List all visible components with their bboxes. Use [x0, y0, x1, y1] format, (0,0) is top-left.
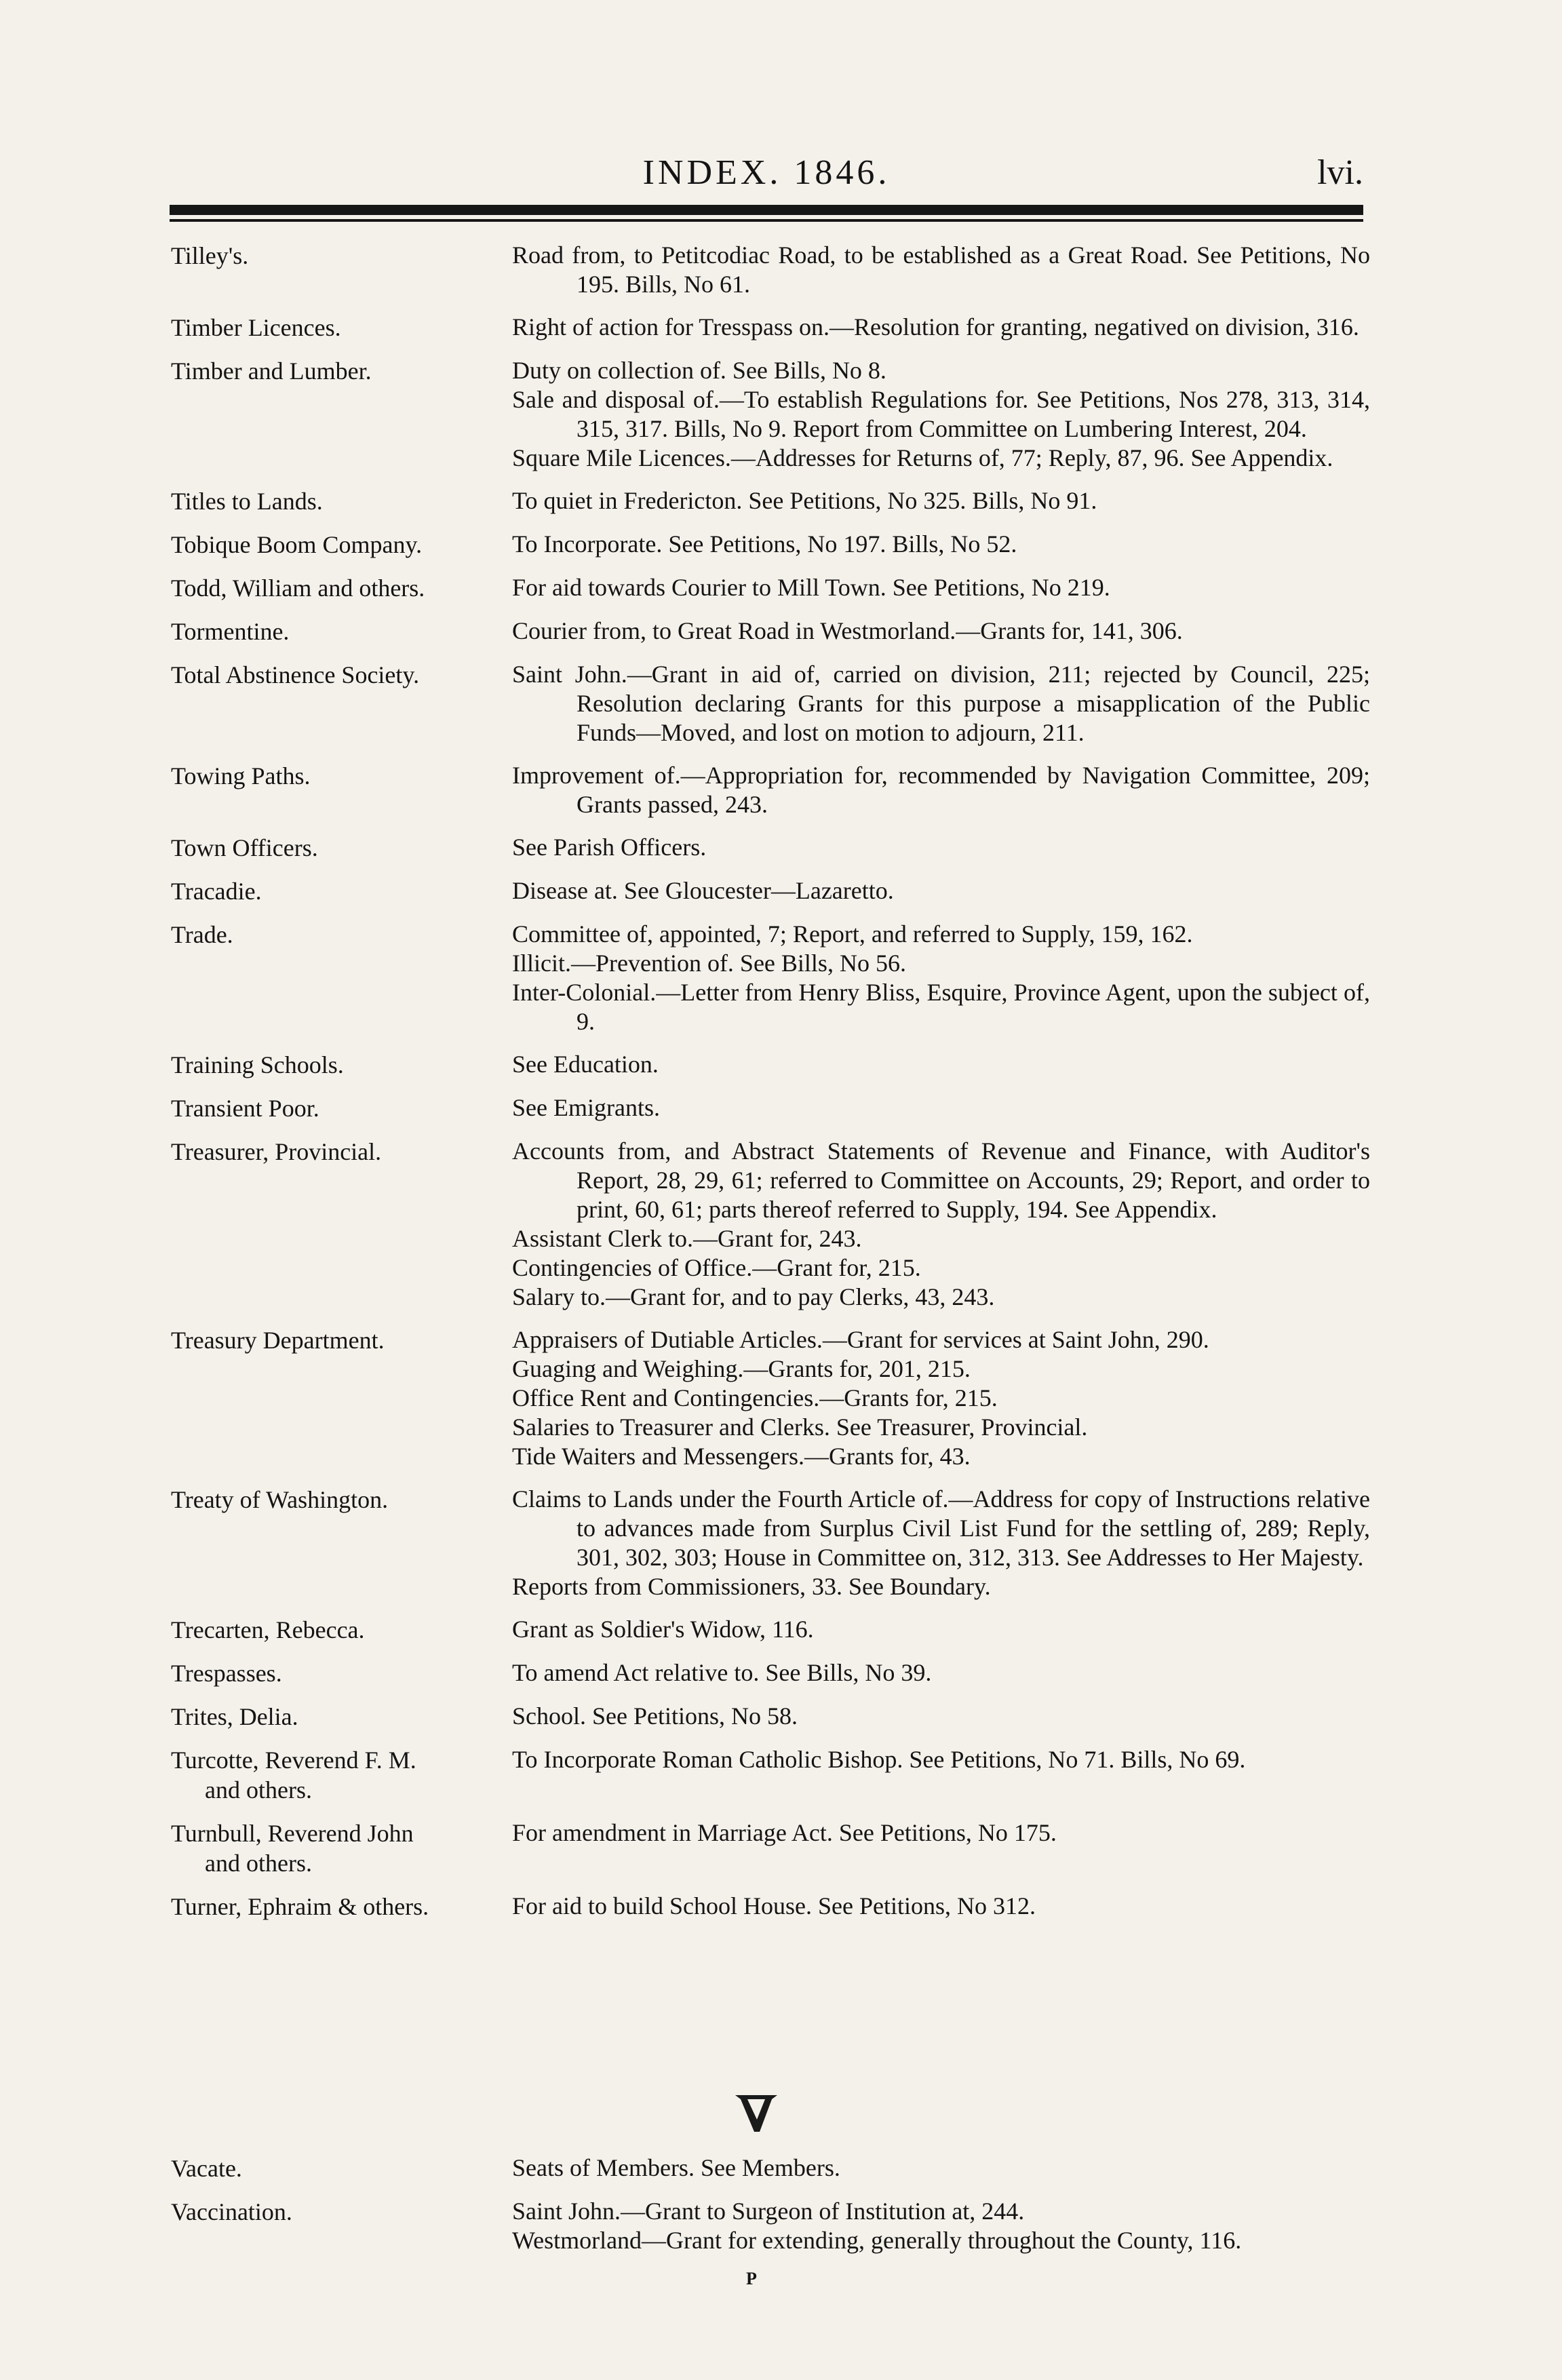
entry-body — [512, 920, 1370, 1036]
index-entry — [170, 1137, 1370, 1312]
entry-line: Illicit.—Prevention of. See Bills, No 56. — [512, 950, 906, 977]
index-entry — [170, 833, 1370, 863]
entry-term-line: Trespasses. — [171, 1660, 282, 1687]
entry-term — [170, 1325, 512, 1355]
entry-term-line: Towing Paths. — [171, 762, 311, 789]
entry-term-line: Total Abstinence Society. — [171, 661, 420, 688]
entry-line: Road from, to Petitcodiac Road, to be established as a Great Road. See Petitions, No 195. Bills, No 61. — [512, 241, 1370, 298]
page-title: INDEX. 1846. — [642, 153, 891, 192]
entry-term-line: Trecarten, Rebecca. — [171, 1616, 365, 1643]
index-entry — [170, 1818, 1370, 1878]
entry-term — [170, 833, 512, 863]
page-number: lvi. — [1317, 153, 1363, 192]
index-entry — [170, 356, 1370, 473]
index-entries — [170, 241, 1370, 1935]
index-entry — [170, 530, 1370, 560]
v-section-entries — [170, 2153, 1370, 2269]
entry-line: Reports from Commissioners, 33. See Boundary. — [512, 1573, 991, 1600]
entry-line: Westmorland—Grant for extending, generally throughout the County, 116. — [512, 2227, 1242, 2254]
entry-line: Sale and disposal of.—To establish Regulations for. See Petitions, Nos 278, 313, 314, 315, 317. Bills, No 9. Report from Committee on Lumbering Interest, 204. — [512, 386, 1370, 442]
index-entry — [170, 920, 1370, 1036]
entry-body — [512, 1745, 1370, 1774]
entry-body — [512, 2153, 1370, 2183]
entry-line: Guaging and Weighing.—Grants for, 201, 215. — [512, 1355, 971, 1382]
entry-term-line: Transient Poor. — [171, 1095, 319, 1122]
entry-term-line: Tobique Boom Company. — [171, 531, 423, 558]
entry-line: For amendment in Marriage Act. See Petitions, No 175. — [512, 1819, 1057, 1846]
index-entry — [170, 1093, 1370, 1123]
index-entry — [170, 1325, 1370, 1471]
page-header — [170, 153, 1363, 207]
index-entry — [170, 1892, 1370, 1921]
entry-line: To amend Act relative to. See Bills, No 39. — [512, 1659, 932, 1686]
entry-body — [512, 660, 1370, 747]
entry-term-line: Training Schools. — [171, 1051, 344, 1078]
entry-line: See Emigrants. — [512, 1094, 660, 1121]
entry-line: See Education. — [512, 1051, 659, 1078]
index-entry — [170, 761, 1370, 819]
entry-term — [170, 876, 512, 906]
index-entry — [170, 1658, 1370, 1688]
index-entry — [170, 876, 1370, 906]
entry-body — [512, 1615, 1370, 1644]
entry-line: Office Rent and Contingencies.—Grants for, 215. — [512, 1384, 998, 1411]
index-entry — [170, 1615, 1370, 1645]
entry-term-line: Vaccination. — [171, 2198, 292, 2225]
entry-term-line: Turner, Ephraim & others. — [171, 1893, 429, 1920]
entry-body — [512, 486, 1370, 515]
entry-line: Duty on collection of. See Bills, No 8. — [512, 357, 886, 384]
entry-term-line: and others. — [205, 1776, 312, 1803]
entry-term — [170, 356, 512, 386]
index-entry — [170, 1050, 1370, 1080]
entry-term-line: Tracadie. — [171, 878, 262, 905]
entry-body — [512, 1485, 1370, 1601]
entry-term-line: Turcotte, Reverend F. M. — [171, 1747, 416, 1774]
entry-line: Accounts from, and Abstract Statements of Revenue and Finance, with Auditor's Report, 28, 29, 61; referred to Committee on Accounts, 29; Report, and order to print, 60, 61; parts thereof referred to Supply, 194. See Appendix. — [512, 1137, 1370, 1223]
index-entry — [170, 1702, 1370, 1732]
entry-term-line: and others. — [205, 1850, 312, 1877]
index-entry — [170, 1485, 1370, 1601]
entry-term-line: Todd, William and others. — [171, 574, 425, 602]
entry-term-line: Tormentine. — [171, 618, 290, 645]
entry-line: Salary to.—Grant for, and to pay Clerks, 43, 243. — [512, 1283, 995, 1310]
entry-body — [512, 356, 1370, 473]
entry-term — [170, 1892, 512, 1921]
entry-line: Salaries to Treasurer and Clerks. See Treasurer, Provincial. — [512, 1413, 1088, 1441]
index-entry — [170, 573, 1370, 603]
index-entry — [170, 660, 1370, 747]
entry-term — [170, 241, 512, 271]
index-entry — [170, 313, 1370, 343]
entry-line: To Incorporate Roman Catholic Bishop. See Petitions, No 71. Bills, No 69. — [512, 1746, 1246, 1773]
entry-line: School. See Petitions, No 58. — [512, 1702, 798, 1730]
entry-term — [170, 1485, 512, 1515]
entry-term — [170, 2197, 512, 2227]
entry-line: Committee of, appointed, 7; Report, and referred to Supply, 159, 162. — [512, 920, 1193, 948]
entry-body — [512, 833, 1370, 862]
entry-body — [512, 1818, 1370, 1848]
entry-term — [170, 1658, 512, 1688]
entry-body — [512, 1093, 1370, 1123]
entry-body — [512, 1050, 1370, 1079]
entry-term-line: Turnbull, Reverend John — [171, 1820, 414, 1847]
index-entry — [170, 1745, 1370, 1805]
entry-line: Contingencies of Office.—Grant for, 215. — [512, 1254, 921, 1281]
entry-body — [512, 1702, 1370, 1731]
entry-line: Disease at. See Gloucester—Lazaretto. — [512, 877, 894, 904]
entry-body — [512, 241, 1370, 299]
entry-body — [512, 1137, 1370, 1312]
entry-term-line: Treasurer, Provincial. — [171, 1138, 382, 1165]
entry-term — [170, 1818, 512, 1878]
entry-term-line: Trade. — [171, 921, 233, 948]
entry-line: Tide Waiters and Messengers.—Grants for, 43. — [512, 1443, 971, 1470]
entry-line: Square Mile Licences.—Addresses for Returns of, 77; Reply, 87, 96. See Appendix. — [512, 444, 1333, 471]
entry-body — [512, 530, 1370, 559]
entry-line: For aid to build School House. See Petitions, No 312. — [512, 1892, 1036, 1919]
entry-term-line: Timber and Lumber. — [171, 357, 372, 385]
entry-term — [170, 660, 512, 690]
entry-term-line: Titles to Lands. — [171, 488, 323, 515]
entry-line: Assistant Clerk to.—Grant for, 243. — [512, 1225, 862, 1252]
entry-line: Saint John.—Grant in aid of, carried on division, 211; rejected by Council, 225; Resolution declaring Grants for this purpose a misapplication of the Public Funds—Moved, and lost on motion to adjourn, 211. — [512, 661, 1370, 746]
entry-term — [170, 313, 512, 343]
entry-body — [512, 1892, 1370, 1921]
entry-term — [170, 920, 512, 950]
entry-body — [512, 876, 1370, 905]
index-entry — [170, 2197, 1370, 2255]
entry-term — [170, 761, 512, 791]
entry-term — [170, 530, 512, 560]
entry-line: To quiet in Fredericton. See Petitions, No 325. Bills, No 91. — [512, 487, 1097, 514]
entry-term — [170, 573, 512, 603]
entry-line: Grant as Soldier's Widow, 116. — [512, 1616, 814, 1643]
entry-term-line: Treaty of Washington. — [171, 1486, 389, 1513]
entry-body — [512, 1658, 1370, 1688]
entry-term — [170, 1137, 512, 1167]
entry-line: See Parish Officers. — [512, 834, 707, 861]
entry-line: Improvement of.—Appropriation for, recommended by Navigation Committee, 209; Grants passed, 243. — [512, 762, 1370, 818]
signature-mark: P — [746, 2269, 757, 2288]
entry-body — [512, 313, 1370, 342]
entry-term-line: Vacate. — [171, 2155, 242, 2182]
index-entry — [170, 241, 1370, 299]
section-letter-v-icon — [733, 2092, 780, 2134]
entry-term — [170, 1093, 512, 1123]
header-rule-thick — [170, 205, 1363, 215]
entry-term — [170, 1050, 512, 1080]
entry-term-line: Timber Licences. — [171, 314, 341, 341]
entry-body — [512, 617, 1370, 646]
entry-term — [170, 1615, 512, 1645]
header-rule-thin — [170, 219, 1363, 222]
entry-body — [512, 761, 1370, 819]
entry-line: Saint John.—Grant to Surgeon of Institution at, 244. — [512, 2198, 1025, 2225]
entry-term — [170, 2153, 512, 2183]
entry-line: Courier from, to Great Road in Westmorland.—Grants for, 141, 306. — [512, 617, 1183, 644]
entry-line: Seats of Members. See Members. — [512, 2154, 840, 2181]
entry-line: Claims to Lands under the Fourth Article of.—Address for copy of Instructions relative to advances made from Surplus Civil List Fund for the settling of, 289; Reply, 301, 302, 303; House in Committee on, 312, 313. See Addresses to Her Majesty. — [512, 1485, 1370, 1571]
entry-body — [512, 1325, 1370, 1471]
entry-line: For aid towards Courier to Mill Town. See Petitions, No 219. — [512, 574, 1110, 601]
entry-term-line: Treasury Department. — [171, 1327, 385, 1354]
entry-line: Appraisers of Dutiable Articles.—Grant for services at Saint John, 290. — [512, 1326, 1209, 1353]
entry-term — [170, 1745, 512, 1805]
entry-line: Inter-Colonial.—Letter from Henry Bliss, Esquire, Province Agent, upon the subject of, 9. — [512, 979, 1370, 1035]
entry-body — [512, 2197, 1370, 2255]
entry-term-line: Tilley's. — [171, 242, 249, 269]
index-entry — [170, 2153, 1370, 2183]
entry-term — [170, 1702, 512, 1732]
entry-term-line: Trites, Delia. — [171, 1703, 298, 1730]
entry-line: To Incorporate. See Petitions, No 197. Bills, No 52. — [512, 530, 1017, 558]
entry-body — [512, 573, 1370, 602]
index-entry — [170, 486, 1370, 516]
entry-term — [170, 486, 512, 516]
entry-term — [170, 617, 512, 646]
entry-term-line: Town Officers. — [171, 834, 318, 861]
index-entry — [170, 617, 1370, 646]
entry-line: Right of action for Tresspass on.—Resolution for granting, negatived on division, 316. — [512, 313, 1359, 340]
